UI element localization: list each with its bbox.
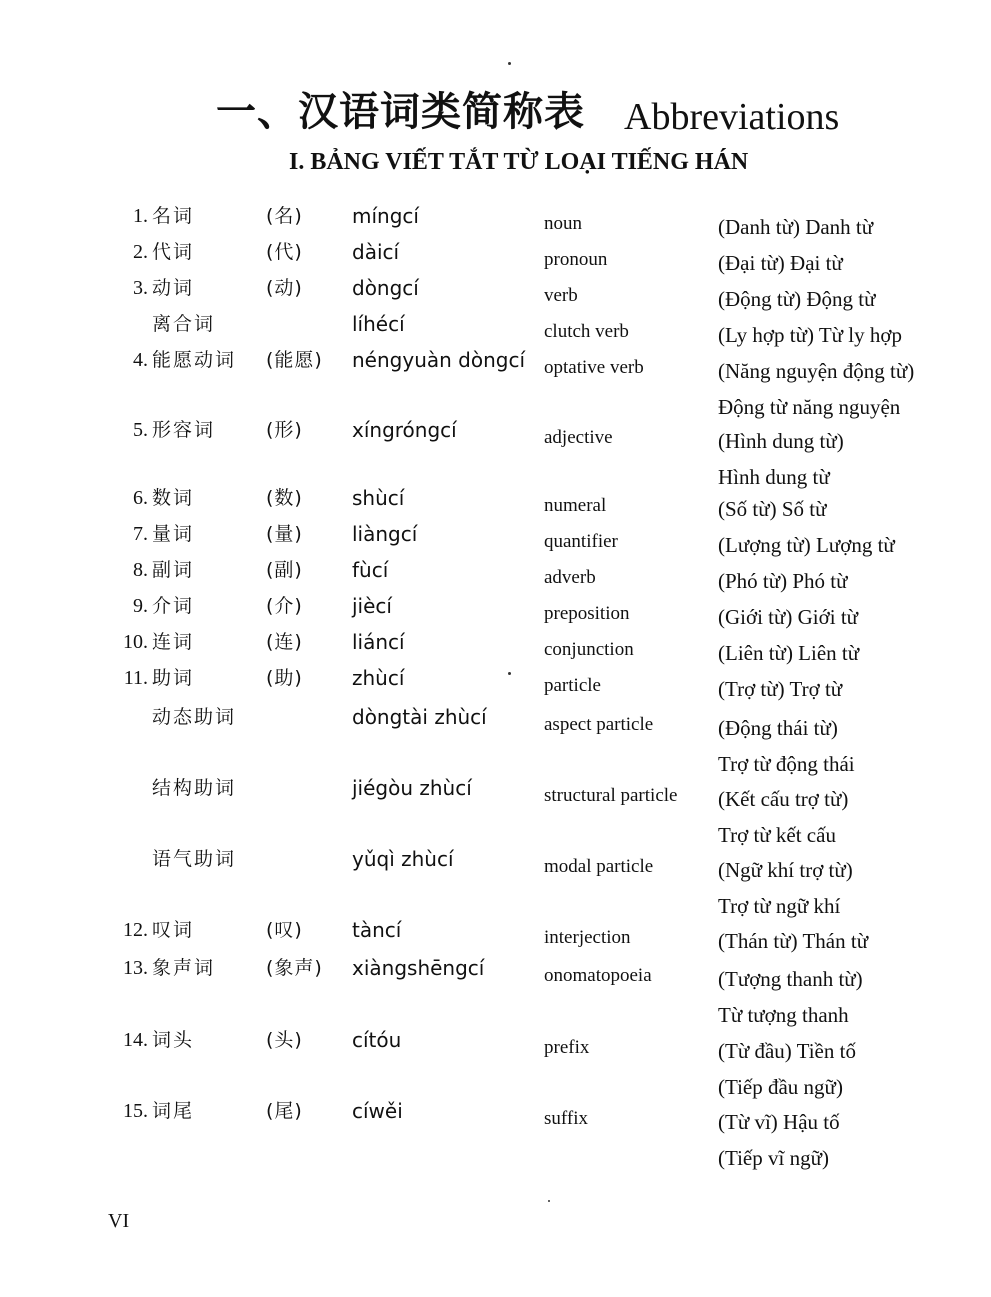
entry-english: optative verb (544, 357, 644, 378)
table-row (0, 591, 991, 627)
entry-english: clutch verb (544, 321, 629, 342)
entry-pinyin: jiècí (352, 594, 392, 618)
entry-vietnamese (718, 852, 853, 924)
entry-abbreviation: (叹) (266, 919, 303, 941)
entry-number: 3. (133, 277, 148, 299)
entry-vietnamese (718, 710, 855, 782)
vietnamese-line: Động từ năng nguyện (718, 395, 901, 419)
entry-chinese: 形容词 (152, 419, 216, 441)
entry-number: 9. (133, 595, 148, 617)
vietnamese-line: (Liên từ) Liên từ (718, 641, 860, 665)
entry-chinese: 介词 (152, 595, 195, 617)
vietnamese-line: (Giới từ) Giới từ (718, 605, 859, 629)
entry-pinyin: dòngcí (352, 276, 419, 300)
entry-abbreviation: (动) (266, 277, 303, 299)
entry-english: preposition (544, 603, 630, 624)
entry-pinyin: líhécí (352, 312, 405, 336)
entry-number: 14. (123, 1029, 148, 1051)
entry-english: numeral (544, 495, 607, 516)
entry-chinese: 代词 (152, 241, 195, 263)
vietnamese-line: (Ngữ khí trợ từ) (718, 858, 853, 882)
entry-number: 5. (133, 419, 148, 441)
entry-abbreviation: (连) (266, 631, 303, 653)
entry-number: 7. (133, 523, 148, 545)
entry-pinyin: liáncí (352, 630, 405, 654)
page-number: VI (108, 1210, 130, 1232)
table-row (0, 627, 991, 663)
vietnamese-line: (Hình dung từ) (718, 429, 844, 453)
vietnamese-line: (Động thái từ) (718, 716, 838, 740)
entry-abbreviation: (形) (266, 419, 303, 441)
vietnamese-line: Từ tượng thanh (718, 1003, 849, 1027)
entry-pinyin: shùcí (352, 486, 405, 510)
table-row (0, 1025, 991, 1099)
entry-chinese: 离合词 (152, 313, 216, 335)
vietnamese-line: (Tiếp vĩ ngữ) (718, 1146, 829, 1170)
entry-number: 15. (123, 1100, 148, 1122)
entry-number: 10. (123, 631, 148, 653)
entry-abbreviation: (象声) (266, 957, 323, 979)
entry-chinese: 语气助词 (152, 848, 237, 870)
title-vietnamese: I. BẢNG VIẾT TẮT TỪ LOẠI TIẾNG HÁN (289, 149, 749, 175)
table-row (0, 201, 991, 237)
vietnamese-line: (Danh từ) Danh từ (718, 215, 874, 239)
vietnamese-line: (Trợ từ) Trợ từ (718, 677, 843, 701)
entry-chinese: 副词 (152, 559, 195, 581)
entry-english: interjection (544, 927, 631, 948)
entry-number: 8. (133, 559, 148, 581)
entry-pinyin: dòngtài zhùcí (352, 705, 487, 729)
entry-english: pronoun (544, 249, 608, 270)
entry-number: 4. (133, 349, 148, 371)
entry-english: quantifier (544, 531, 618, 552)
entry-pinyin: cíwěi (352, 1099, 403, 1123)
vietnamese-line: (Lượng từ) Lượng từ (718, 533, 895, 557)
entry-chinese: 连词 (152, 631, 195, 653)
entry-vietnamese (718, 781, 848, 853)
table-row (0, 415, 991, 489)
entry-pinyin: zhùcí (352, 666, 405, 690)
entry-abbreviation: (名) (266, 205, 303, 227)
entry-chinese: 数词 (152, 487, 195, 509)
entry-chinese: 词尾 (152, 1100, 195, 1122)
entry-pinyin: tàncí (352, 918, 402, 942)
vietnamese-line: Trợ từ kết cấu (718, 823, 836, 847)
entry-pinyin: cítóu (352, 1028, 402, 1052)
entry-pinyin: jiégòu zhùcí (352, 776, 472, 800)
table-row (0, 773, 991, 847)
entry-chinese: 叹词 (152, 919, 195, 941)
title-chinese: 一、汉语词类简称表 (216, 89, 585, 135)
scan-speck (548, 1200, 550, 1202)
entry-pinyin: liàngcí (352, 522, 418, 546)
entry-english: particle (544, 675, 601, 696)
vietnamese-line: Hình dung từ (718, 465, 830, 489)
table-row (0, 663, 991, 699)
entry-pinyin: néngyuàn dòngcí (352, 348, 526, 372)
entry-pinyin: dàicí (352, 240, 400, 264)
table-row (0, 702, 991, 776)
entry-number: 12. (123, 919, 148, 941)
vietnamese-line: (Ly hợp từ) Từ ly hợp (718, 323, 902, 347)
entry-pinyin: yǔqì zhùcí (352, 847, 454, 871)
entry-english: adjective (544, 427, 613, 448)
entry-english: noun (544, 213, 582, 234)
entry-vietnamese (718, 1033, 856, 1105)
vietnamese-line: (Động từ) Động từ (718, 287, 876, 311)
table-row (0, 844, 991, 918)
entry-english: prefix (544, 1037, 590, 1058)
vietnamese-line: (Từ vĩ) Hậu tố (718, 1110, 840, 1134)
entry-abbreviation: (副) (266, 559, 303, 581)
entry-pinyin: fùcí (352, 558, 389, 582)
vietnamese-line: Trợ từ ngữ khí (718, 894, 841, 918)
entry-english: onomatopoeia (544, 965, 652, 986)
entry-abbreviation: (数) (266, 487, 303, 509)
entry-vietnamese (718, 1104, 840, 1176)
table-row (0, 555, 991, 591)
table-row (0, 953, 991, 1027)
entry-abbreviation: (助) (266, 667, 303, 689)
vietnamese-line: (Từ đầu) Tiền tố (718, 1039, 856, 1063)
scan-speck (508, 672, 511, 675)
vietnamese-line: (Kết cấu trợ từ) (718, 787, 849, 811)
table-row (0, 345, 991, 419)
entry-english: aspect particle (544, 714, 654, 735)
entry-english: conjunction (544, 639, 634, 660)
entry-chinese: 能愿动词 (152, 349, 237, 371)
title-english: Abbreviations (624, 96, 840, 138)
entry-number: 1. (133, 205, 148, 227)
entry-chinese: 结构助词 (152, 777, 237, 799)
entry-chinese: 名词 (152, 205, 195, 227)
entry-chinese: 词头 (152, 1029, 195, 1051)
vietnamese-line: (Đại từ) Đại từ (718, 251, 843, 275)
table-row (0, 915, 991, 951)
entry-number: 11. (123, 667, 148, 689)
table-row (0, 519, 991, 555)
entry-abbreviation: (代) (266, 241, 303, 263)
table-row (0, 237, 991, 273)
table-row (0, 483, 991, 519)
entry-abbreviation: (介) (266, 595, 303, 617)
entry-abbreviation: (尾) (266, 1100, 303, 1122)
entry-chinese: 动词 (152, 277, 195, 299)
entry-chinese: 象声词 (152, 957, 216, 979)
vietnamese-line: (Năng nguyện động từ) (718, 359, 915, 383)
entry-chinese: 动态助词 (152, 706, 237, 728)
entry-chinese: 助词 (152, 667, 195, 689)
page-title (0, 86, 991, 146)
table-row (0, 1096, 991, 1170)
entry-abbreviation: (能愿) (266, 349, 323, 371)
entry-english: verb (544, 285, 578, 306)
entry-english: structural particle (544, 785, 678, 806)
entry-pinyin: xíngróngcí (352, 418, 457, 442)
entry-pinyin: míngcí (352, 204, 419, 228)
vietnamese-line: (Thán từ) Thán từ (718, 929, 869, 953)
entry-chinese: 量词 (152, 523, 195, 545)
entry-abbreviation: (头) (266, 1029, 303, 1051)
entry-number: 13. (123, 957, 148, 979)
vietnamese-line: (Tiếp đầu ngữ) (718, 1075, 843, 1099)
entry-english: suffix (544, 1108, 588, 1129)
entry-pinyin: xiàngshēngcí (352, 956, 485, 980)
entry-vietnamese (718, 961, 863, 1033)
entry-number: 2. (133, 241, 148, 263)
vietnamese-line: (Số từ) Số từ (718, 497, 827, 521)
table-row (0, 309, 991, 345)
entry-number: 6. (133, 487, 148, 509)
entry-english: adverb (544, 567, 596, 588)
entry-english: modal particle (544, 856, 654, 877)
entry-abbreviation: (量) (266, 523, 303, 545)
vietnamese-line: Trợ từ động thái (718, 752, 855, 776)
vietnamese-line: (Tượng thanh từ) (718, 967, 863, 991)
vietnamese-line: (Phó từ) Phó từ (718, 569, 848, 593)
table-row (0, 273, 991, 309)
scan-speck (508, 62, 511, 65)
